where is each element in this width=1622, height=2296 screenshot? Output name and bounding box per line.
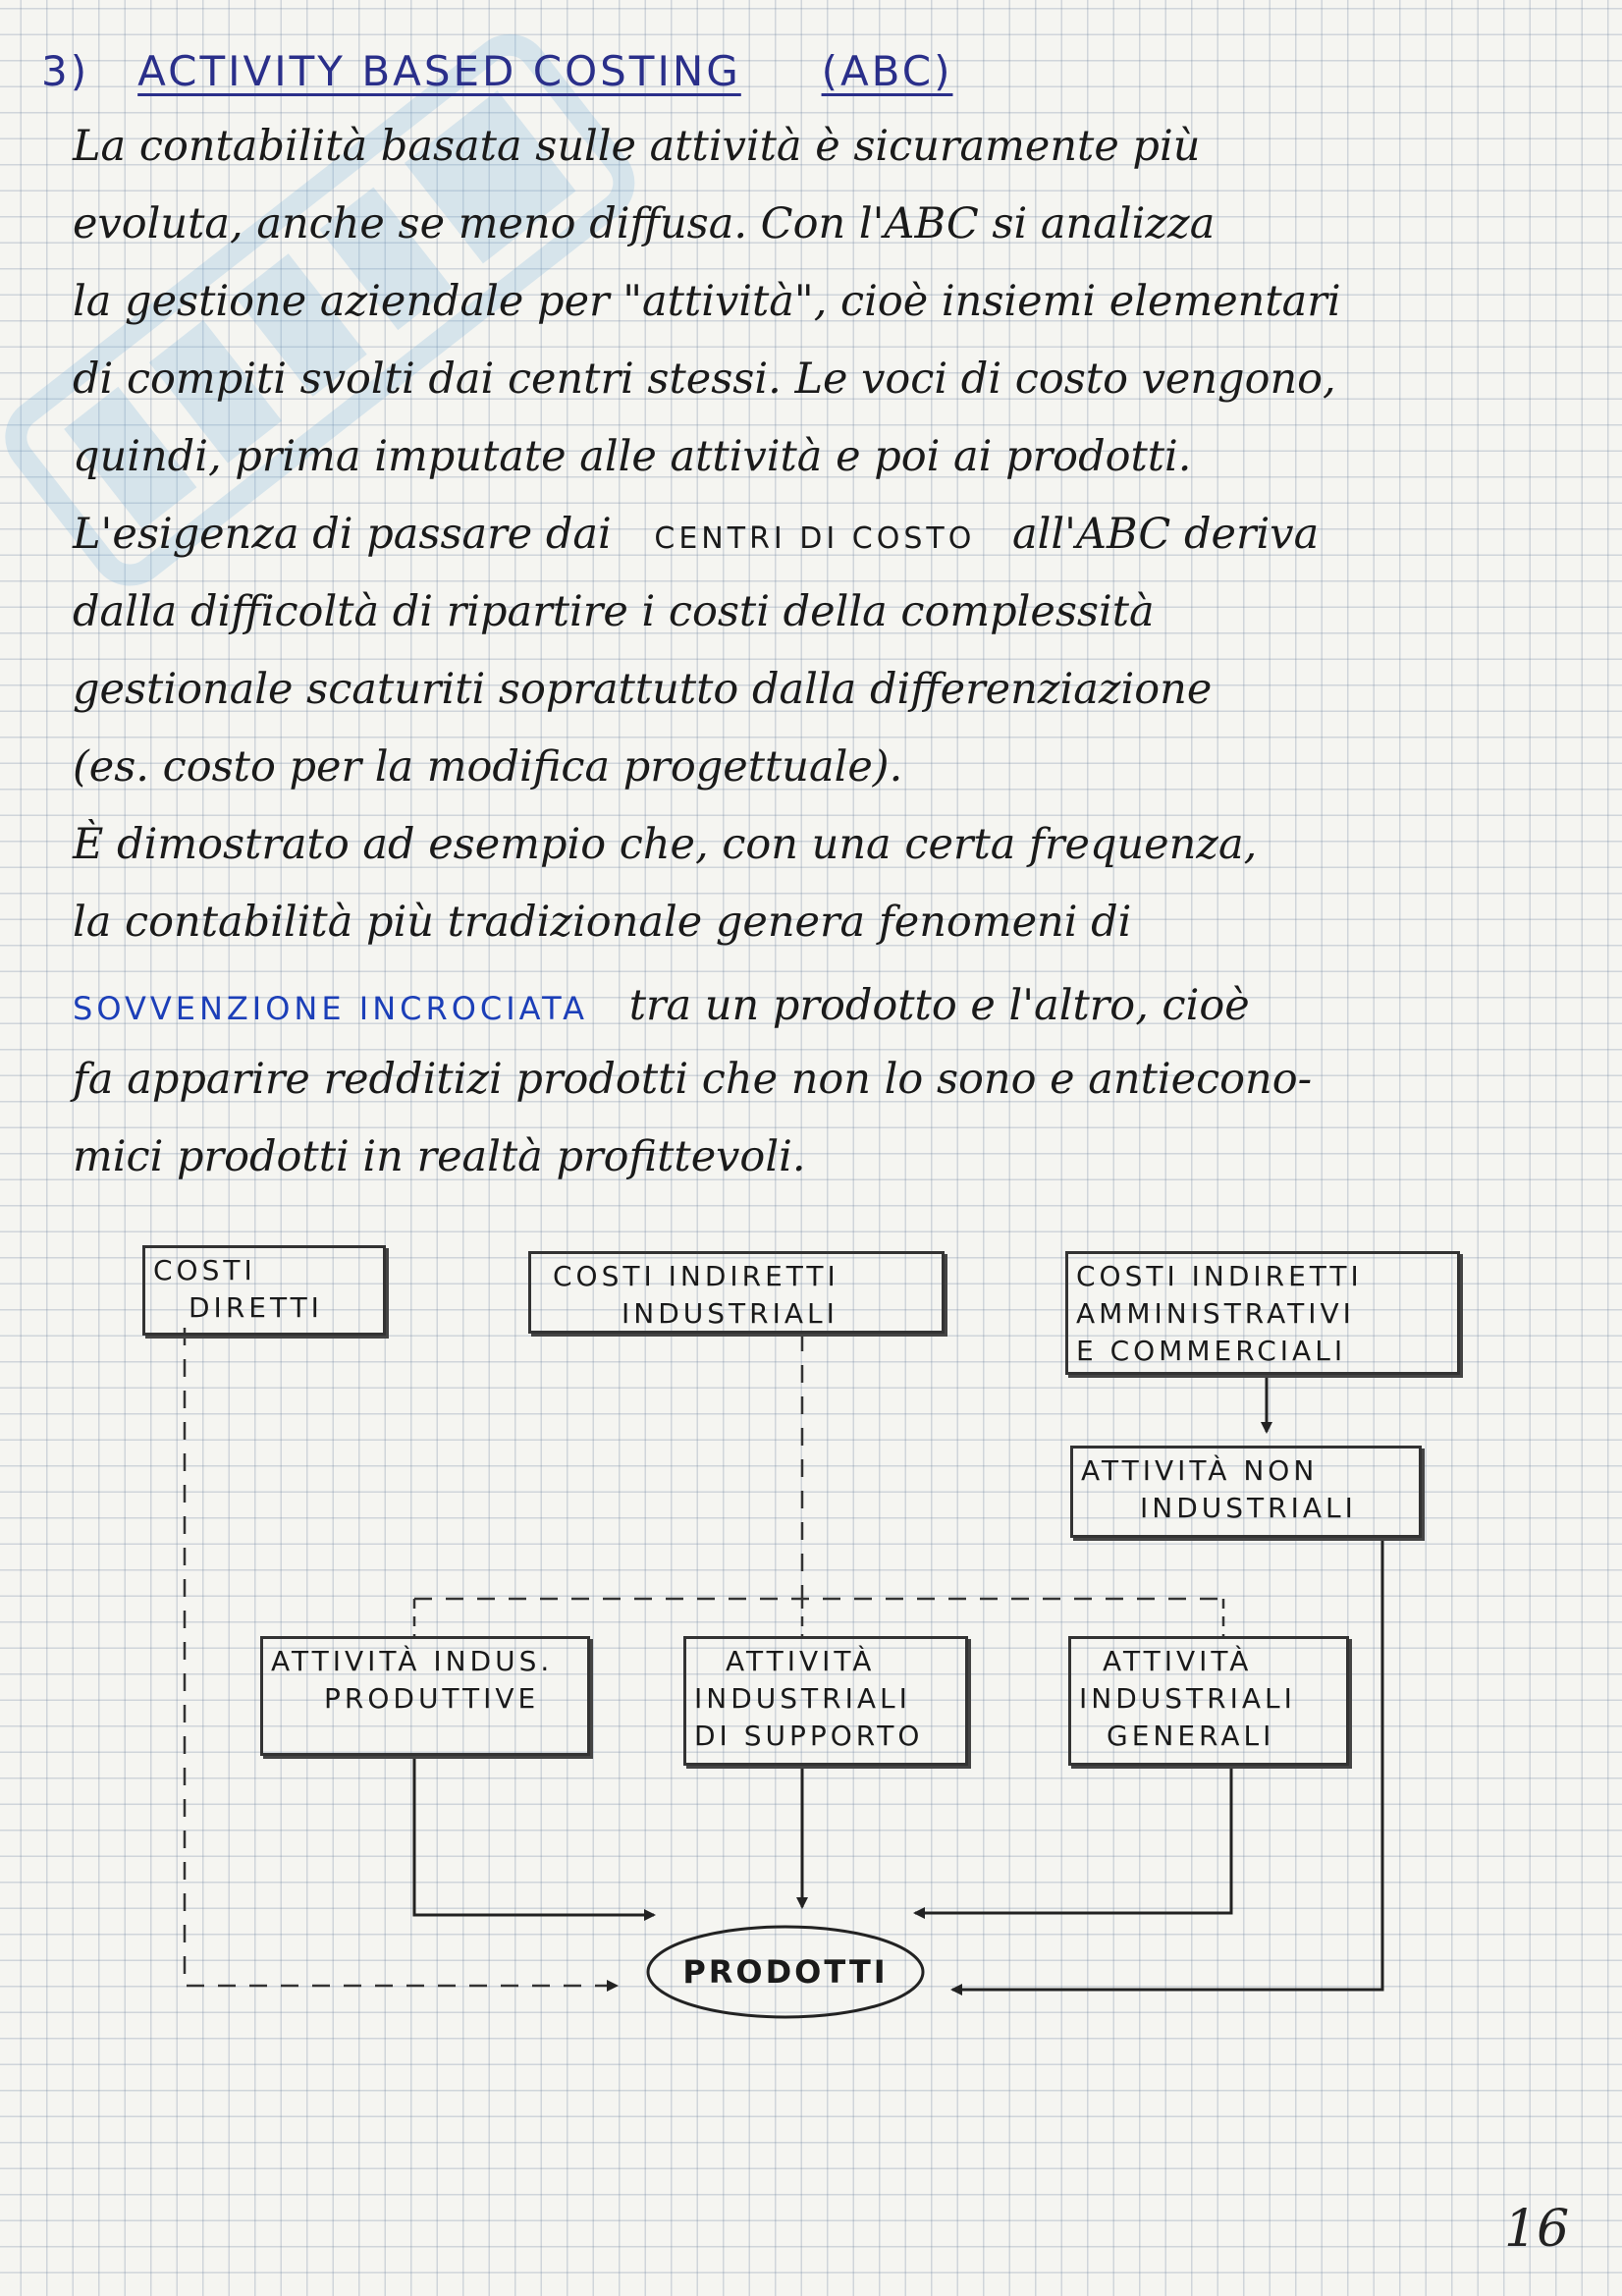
box-costi-ind-ind-line2: INDUSTRIALI [622, 1297, 838, 1330]
text-line-7: dalla difficoltà di ripartire i costi della complessità [73, 587, 1155, 636]
box-costi-diretti-line1: COSTI [153, 1254, 256, 1286]
text-line-2: evoluta, anche se meno diffusa. Con l'ABC si analizza [73, 199, 1216, 248]
text-line-12-end: tra un prodotto e l'altro, cioè [628, 981, 1250, 1030]
box-costi-indiretti-amministrativi [1065, 1251, 1460, 1375]
box-non-ind-line2: INDUSTRIALI [1140, 1492, 1357, 1524]
section-title-abbr: (ABC) [821, 47, 953, 95]
box-attivita-generali [1068, 1636, 1349, 1766]
box-produttive-line2: PRODUTTIVE [324, 1682, 540, 1715]
text-line-8: gestionale scaturiti soprattutto dalla differenziazione [73, 665, 1213, 714]
box-supporto-line3: DI SUPPORTO [694, 1720, 924, 1752]
box-generali-line1: ATTIVITÀ [1103, 1645, 1253, 1677]
text-line-6-start: L'esigenza di passare dai [73, 510, 612, 559]
arrow-generali-to-prodotti [915, 1766, 1231, 1913]
text-line-4: di compiti svolti dai centri stessi. Le voci di costo vengono, [73, 355, 1336, 404]
text-line-11: la contabilità più tradizionale genera fenomeni di [73, 898, 1132, 947]
box-attivita-supporto [683, 1636, 968, 1766]
arrow-produttive-to-prodotti [414, 1754, 654, 1915]
text-line-6-end: all'ABC deriva [1012, 510, 1320, 559]
box-attivita-produttive [260, 1636, 590, 1756]
text-line-3: la gestione aziendale per "attività", cioè insiemi elementari [73, 277, 1341, 326]
box-generali-line2: INDUSTRIALI [1079, 1682, 1296, 1715]
box-non-ind-line1: ATTIVITÀ NON [1081, 1454, 1319, 1487]
box-attivita-non-industriali [1070, 1446, 1422, 1538]
text-line-5: quindi, prima imputate alle attività e poi ai prodotti. [73, 432, 1192, 481]
box-costi-diretti [142, 1245, 386, 1336]
text-line-1: La contabilità basata sulle attività è sicuramente più [73, 122, 1201, 171]
box-costi-ind-amm-line2: AMMINISTRATIVI [1076, 1297, 1355, 1330]
box-costi-ind-amm-line1: COSTI INDIRETTI [1076, 1260, 1363, 1292]
box-supporto-line1: ATTIVITÀ [726, 1645, 876, 1677]
prodotti-label: PRODOTTI [682, 1953, 889, 1991]
box-produttive-line1: ATTIVITÀ INDUS. [271, 1645, 554, 1677]
box-costi-indiretti-industriali [528, 1251, 945, 1334]
box-supporto-line2: INDUSTRIALI [694, 1682, 911, 1715]
centri-di-costo: CENTRI DI COSTO [654, 521, 976, 556]
box-costi-ind-amm-line3: E COMMERCIALI [1076, 1335, 1347, 1367]
text-line-13: fa apparire redditizi prodotti che non lo sono e antiecono- [73, 1055, 1313, 1104]
section-title-text: ACTIVITY BASED COSTING [137, 47, 741, 95]
sovvenzione-incrociata: SOVVENZIONE INCROCIATA [73, 990, 589, 1027]
box-costi-ind-ind-line1: COSTI INDIRETTI [553, 1260, 839, 1292]
box-generali-line3: GENERALI [1107, 1720, 1275, 1752]
section-number: 3) [41, 47, 90, 95]
text-line-9: (es. costo per la modifica progettuale). [73, 742, 903, 792]
box-costi-diretti-line2: DIRETTI [189, 1291, 323, 1324]
text-line-10: È dimostrato ad esempio che, con una certa frequenza, [73, 820, 1258, 869]
page-number: 16 [1504, 2200, 1570, 2259]
text-line-14: mici prodotti in realtà profittevoli. [73, 1132, 806, 1181]
